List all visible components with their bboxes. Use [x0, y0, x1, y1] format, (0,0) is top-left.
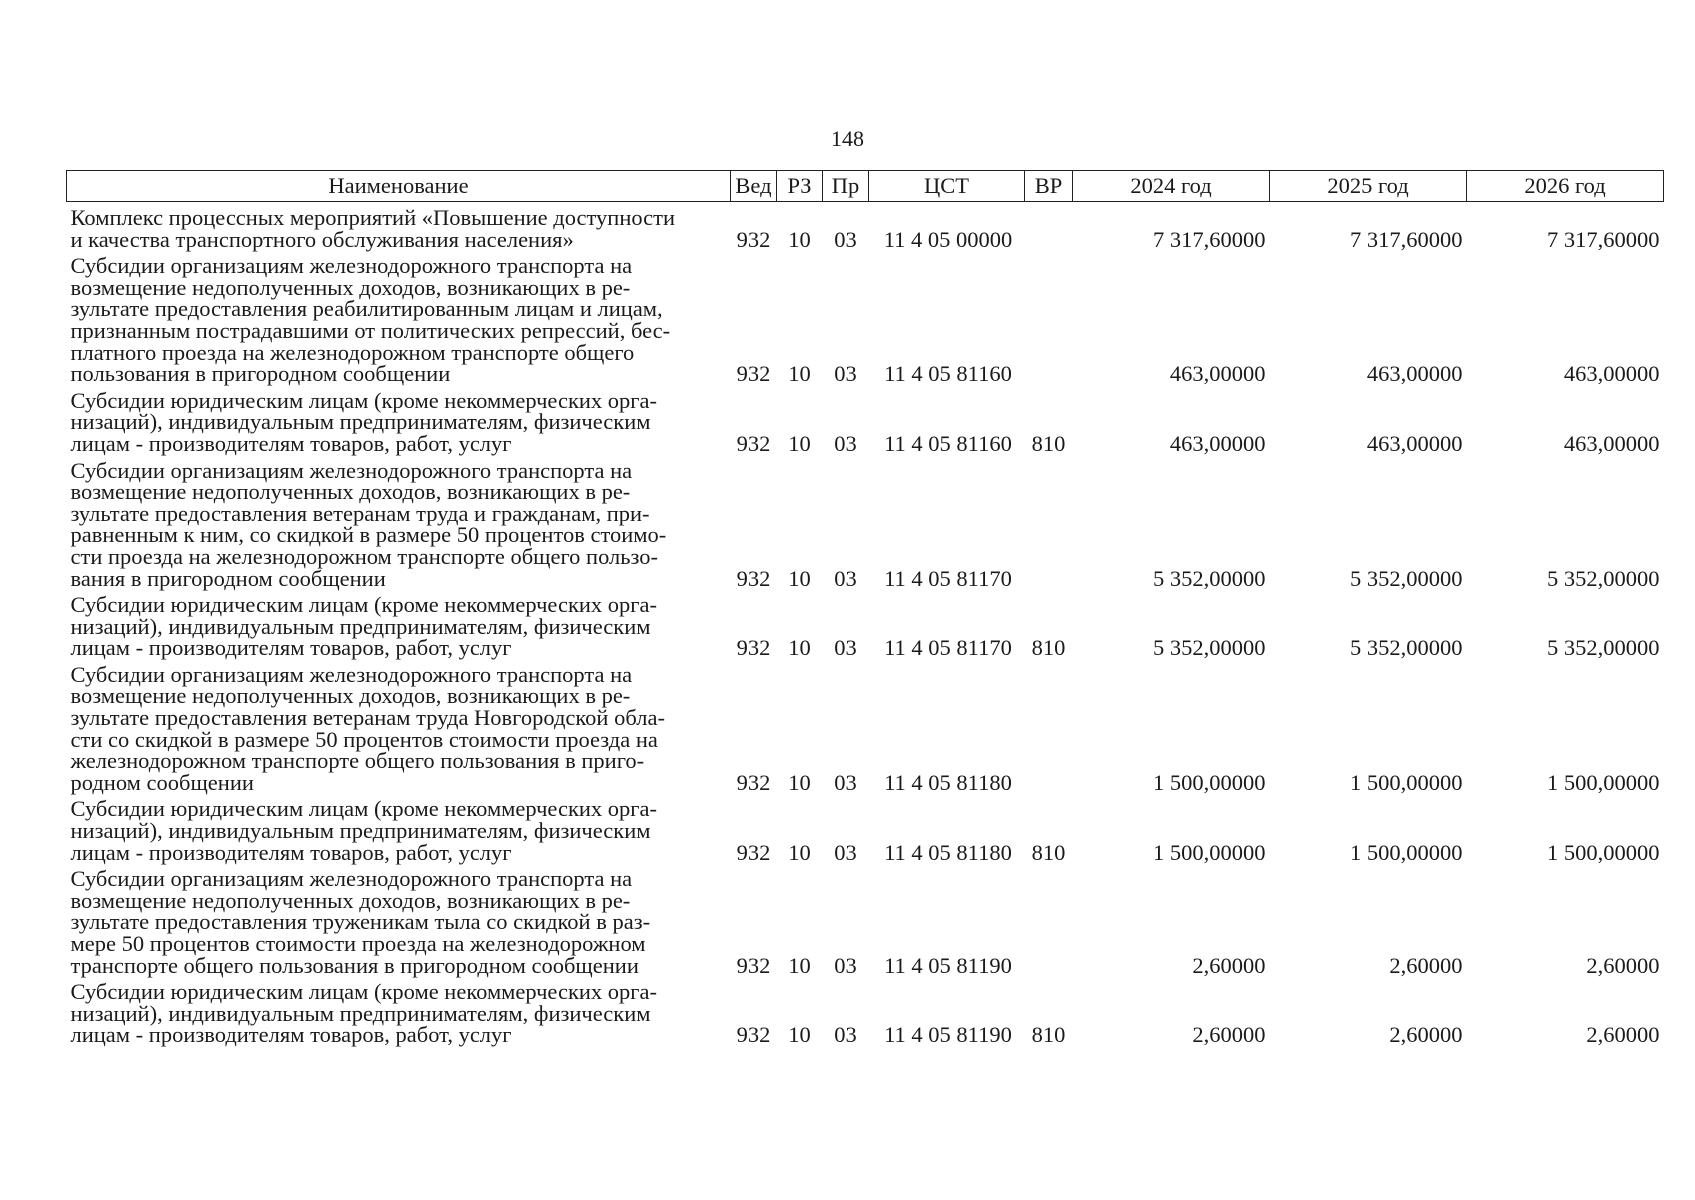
table-row: [67, 976, 1664, 1046]
row-amount-2026: 1 500,00000: [1547, 839, 1660, 865]
row-rz: 10: [788, 1022, 811, 1048]
row-amount-2026: 7 317,60000: [1547, 226, 1660, 252]
row-name-line: возмещение недополученных доходов, возникающих в ре-: [70, 683, 631, 709]
row-amount-2026: 2,60000: [1586, 1022, 1660, 1048]
row-cst: 11 4 05 81170: [884, 635, 1012, 661]
row-rz: 10: [788, 226, 811, 252]
row-vr: [1025, 863, 1073, 976]
row-vr: 810: [1031, 1022, 1066, 1048]
row-amount-2025: 2,60000: [1389, 952, 1463, 978]
row-amount-2024: 1 500,00000: [1153, 769, 1266, 795]
row-vr: [1025, 659, 1073, 794]
header-vr: ВР: [1025, 171, 1073, 202]
row-name-line: зультате предоставления ветеранам труда Новгородской обла-: [70, 705, 665, 731]
header-2025: 2025 год: [1270, 171, 1467, 202]
row-pr: 03: [834, 226, 857, 252]
row-amount-2025: 463,00000: [1366, 361, 1463, 387]
table-row: [67, 863, 1664, 976]
row-name-line: низаций), индивидуальным предпринимателям, физическим: [70, 409, 651, 435]
row-amount-2026: 463,00000: [1563, 430, 1660, 456]
row-name-line: возмещение недополученных доходов, возникающих в ре-: [70, 479, 631, 505]
row-ved: 932: [736, 226, 771, 252]
row-amount-2024: 463,00000: [1169, 430, 1266, 456]
header-name: Наименование: [67, 171, 731, 202]
row-amount-2024: 463,00000: [1169, 361, 1266, 387]
row-name-line: железнодорожном транспорте общего пользования в приго-: [70, 748, 645, 774]
row-cst: 11 4 05 81190: [884, 952, 1012, 978]
row-vr: 810: [1031, 839, 1066, 865]
row-rz: 10: [788, 635, 811, 661]
row-ved: 932: [736, 769, 771, 795]
row-name-line: Субсидии организациям железнодорожного транспорта на: [70, 661, 633, 687]
row-name-line: возмещение недополученных доходов, возникающих в ре-: [70, 887, 631, 913]
row-pr: 03: [834, 839, 857, 865]
row-name-line: лицам - производителям товаров, работ, услуг: [70, 1022, 512, 1048]
row-pr: 03: [834, 361, 857, 387]
row-name: [67, 659, 731, 794]
row-pr: 03: [834, 635, 857, 661]
row-amount-2024: 5 352,00000: [1153, 565, 1266, 591]
budget-table: [66, 170, 1664, 1046]
row-name-line: Субсидии организациям железнодорожного транспорта на: [70, 866, 633, 892]
row-ved: 932: [736, 565, 771, 591]
row-name-line: Субсидии организациям железнодорожного транспорта на: [70, 457, 633, 483]
row-name-line: равненным к ним, со скидкой в размере 50 процентов стоимо-: [70, 522, 667, 548]
row-rz: 10: [788, 839, 811, 865]
header-2026: 2026 год: [1467, 171, 1664, 202]
row-name: [67, 385, 731, 455]
row-cst: 11 4 05 81180: [884, 769, 1012, 795]
table-body: [67, 202, 1664, 1046]
row-amount-2024: 2,60000: [1192, 1022, 1266, 1048]
row-pr: 03: [834, 952, 857, 978]
row-rz: 10: [788, 952, 811, 978]
table-row: [67, 659, 1664, 794]
row-rz: 10: [788, 361, 811, 387]
row-name-line: пользования в пригородном сообщении: [70, 361, 451, 387]
row-name-line: Субсидии юридическим лицам (кроме некоммерческих орга-: [70, 796, 658, 822]
row-name: [67, 455, 731, 590]
row-amount-2026: 463,00000: [1563, 361, 1660, 387]
row-name-line: Субсидии юридическим лицам (кроме некоммерческих орга-: [70, 387, 658, 413]
row-amount-2026: 1 500,00000: [1547, 769, 1660, 795]
table-row: [67, 589, 1664, 659]
header-ved: Вед: [731, 171, 777, 202]
row-ved: 932: [736, 1022, 771, 1048]
table-header: [67, 171, 1664, 202]
header-2024: 2024 год: [1073, 171, 1270, 202]
row-name-line: Субсидии юридическим лицам (кроме некоммерческих орга-: [70, 592, 658, 618]
row-amount-2026: 5 352,00000: [1547, 635, 1660, 661]
row-vr: [1025, 250, 1073, 385]
row-name-line: лицам - производителям товаров, работ, услуг: [70, 839, 512, 865]
row-name-line: Комплекс процессных мероприятий «Повышение доступности: [70, 205, 676, 230]
row-cst: 11 4 05 81170: [884, 565, 1012, 591]
row-vr: 810: [1031, 430, 1066, 456]
row-name-line: сти со скидкой в размере 50 процентов стоимости проезда на: [70, 726, 658, 752]
row-pr: 03: [834, 1022, 857, 1048]
row-name-line: Субсидии организациям железнодорожного транспорта на: [70, 253, 633, 279]
row-rz: 10: [788, 769, 811, 795]
row-amount-2025: 5 352,00000: [1350, 565, 1463, 591]
row-ved: 932: [736, 952, 771, 978]
row-amount-2025: 2,60000: [1389, 1022, 1463, 1048]
row-name-line: признанным пострадавшими от политических репрессий, бес-: [70, 317, 671, 343]
row-amount-2025: 5 352,00000: [1350, 635, 1463, 661]
row-name-line: и качества транспортного обслуживания населения»: [70, 226, 574, 252]
table-row: [67, 793, 1664, 863]
table-row: [67, 202, 1664, 251]
row-name-line: транспорте общего пользования в пригородном сообщении: [70, 952, 639, 978]
row-amount-2025: 7 317,60000: [1350, 226, 1463, 252]
row-amount-2024: 5 352,00000: [1153, 635, 1266, 661]
row-name: [67, 863, 731, 976]
header-rz: РЗ: [777, 171, 823, 202]
row-cst: 11 4 05 00000: [883, 226, 1013, 252]
row-name-line: родном сообщении: [70, 769, 254, 795]
row-ved: 932: [736, 361, 771, 387]
row-name-line: низаций), индивидуальным предпринимателям, физическим: [70, 818, 651, 844]
row-name: [67, 976, 731, 1046]
row-pr: 03: [834, 769, 857, 795]
table-row: [67, 455, 1664, 590]
row-name-line: зультате предоставления труженикам тыла со скидкой в раз-: [70, 909, 651, 935]
row-vr: [1025, 455, 1073, 590]
row-name: [67, 589, 731, 659]
row-rz: 10: [788, 430, 811, 456]
row-amount-2026: 2,60000: [1586, 952, 1660, 978]
row-name-line: мере 50 процентов стоимости проезда на железнодорожном: [70, 931, 646, 956]
row-ved: 932: [736, 430, 771, 456]
header-pr: Пр: [823, 171, 869, 202]
row-vr: [1025, 202, 1073, 251]
row-amount-2026: 5 352,00000: [1547, 565, 1660, 591]
row-cst: 11 4 05 81160: [884, 361, 1012, 387]
row-name-line: зультате предоставления реабилитированным лицам и лицам,: [70, 296, 663, 322]
row-amount-2025: 1 500,00000: [1350, 769, 1463, 795]
row-name-line: низаций), индивидуальным предпринимателям, физическим: [70, 613, 651, 639]
row-pr: 03: [834, 565, 857, 591]
row-name-line: зультате предоставления ветеранам труда и гражданам, при-: [70, 500, 650, 526]
row-amount-2025: 1 500,00000: [1350, 839, 1463, 865]
row-cst: 11 4 05 81190: [884, 1022, 1012, 1048]
row-name-line: сти проезда на железнодорожном транспорте общего пользо-: [70, 543, 659, 569]
row-pr: 03: [834, 430, 857, 456]
row-amount-2025: 463,00000: [1366, 430, 1463, 456]
row-cst: 11 4 05 81180: [884, 839, 1012, 865]
page-number: 148: [831, 126, 864, 151]
row-name-line: Субсидии юридическим лицам (кроме некоммерческих орга-: [70, 979, 658, 1005]
row-ved: 932: [736, 839, 771, 865]
row-amount-2024: 7 317,60000: [1153, 226, 1266, 252]
row-name-line: возмещение недополученных доходов, возникающих в ре-: [70, 274, 631, 300]
row-amount-2024: 1 500,00000: [1153, 839, 1266, 865]
row-name-line: низаций), индивидуальным предпринимателям, физическим: [70, 1000, 651, 1026]
row-name-line: платного проезда на железнодорожном транспорте общего: [70, 339, 635, 365]
row-name: [67, 793, 731, 863]
row-amount-2024: 2,60000: [1192, 952, 1266, 978]
header-cst: ЦСТ: [869, 171, 1025, 202]
row-vr: 810: [1031, 635, 1066, 661]
table-row: [67, 385, 1664, 455]
row-name-line: вания в пригородном сообщении: [70, 565, 386, 591]
row-name-line: лицам - производителям товаров, работ, услуг: [70, 635, 512, 661]
row-name: [67, 250, 731, 385]
row-cst: 11 4 05 81160: [884, 430, 1012, 456]
row-name: [67, 202, 731, 251]
row-rz: 10: [788, 565, 811, 591]
row-ved: 932: [736, 635, 771, 661]
table-row: [67, 250, 1664, 385]
row-name-line: лицам - производителям товаров, работ, услуг: [70, 430, 512, 456]
